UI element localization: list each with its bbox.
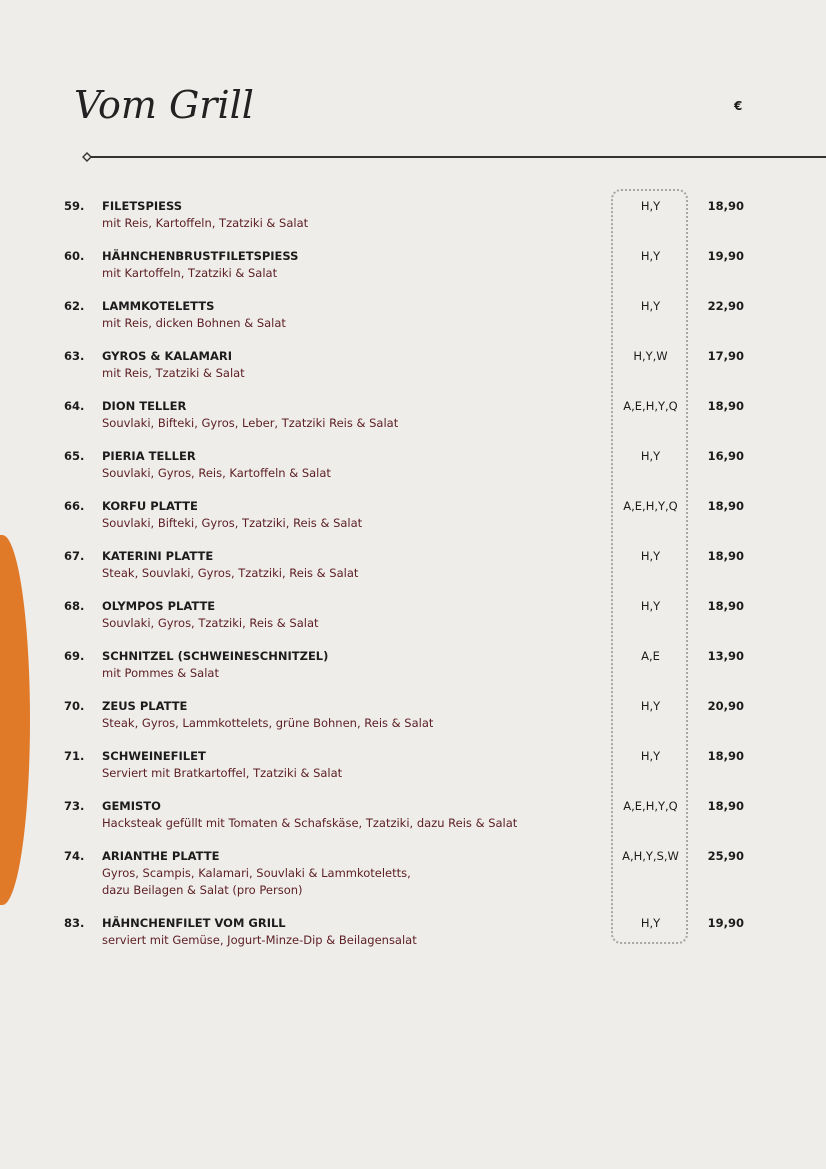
item-description: Serviert mit Bratkartoffel, Tzatziki & Salat — [102, 766, 343, 780]
item-description: mit Kartoffeln, Tzatziki & Salat — [102, 266, 278, 280]
menu-item — [0, 299, 826, 343]
menu-item — [0, 249, 826, 293]
menu-item — [0, 916, 826, 960]
item-number: 73. — [64, 799, 85, 813]
item-name: HÄHNCHENFILET VOM GRILL — [102, 916, 286, 930]
menu-item — [0, 799, 826, 843]
menu-item — [0, 449, 826, 493]
item-price: 18,90 — [707, 549, 744, 563]
item-allergens: A,E,H,Y,Q — [623, 799, 678, 813]
item-name: FILETSPIESS — [102, 199, 183, 213]
item-name: ZEUS PLATTE — [102, 699, 188, 713]
item-name: KORFU PLATTE — [102, 499, 198, 513]
item-allergens: H,Y — [640, 916, 661, 930]
page-title — [70, 76, 260, 136]
item-price: 18,90 — [707, 749, 744, 763]
item-number: 63. — [64, 349, 85, 363]
item-price: 18,90 — [707, 799, 744, 813]
item-price: 19,90 — [707, 916, 744, 930]
page-title-text: Vom Grill — [74, 83, 254, 127]
item-number: 64. — [64, 399, 85, 413]
item-description: Steak, Gyros, Lammkottelets, grüne Bohnen, Reis & Salat — [102, 716, 434, 730]
menu-item — [0, 599, 826, 643]
item-description: Souvlaki, Bifteki, Gyros, Tzatziki, Reis & Salat — [102, 516, 363, 530]
menu-item — [0, 199, 826, 243]
item-price: 20,90 — [707, 699, 744, 713]
item-allergens: A,E,H,Y,Q — [623, 499, 678, 513]
item-description: Souvlaki, Gyros, Reis, Kartoffeln & Salat — [102, 466, 331, 480]
menu-item — [0, 699, 826, 743]
menu-item — [0, 749, 826, 793]
header-divider — [82, 150, 826, 164]
item-price: 18,90 — [707, 199, 744, 213]
item-allergens: H,Y — [640, 249, 661, 263]
item-allergens: H,Y — [640, 299, 661, 313]
item-allergens: H,Y — [640, 449, 661, 463]
item-name: DION TELLER — [102, 399, 187, 413]
item-description: mit Reis, Kartoffeln, Tzatziki & Salat — [102, 216, 309, 230]
item-name: GEMISTO — [102, 799, 161, 813]
item-number: 65. — [64, 449, 85, 463]
item-description: Souvlaki, Bifteki, Gyros, Leber, Tzatziki Reis & Salat — [102, 416, 399, 430]
item-price: 17,90 — [707, 349, 744, 363]
item-price: 18,90 — [707, 399, 744, 413]
currency-label: € — [734, 99, 743, 113]
item-number: 60. — [64, 249, 85, 263]
item-price: 13,90 — [707, 649, 744, 663]
item-allergens: H,Y — [640, 549, 661, 563]
item-allergens: A,E — [641, 649, 660, 663]
item-description: Gyros, Scampis, Kalamari, Souvlaki & Lammkoteletts, — [102, 866, 411, 880]
item-name: HÄHNCHENBRUSTFILETSPIESS — [102, 249, 299, 263]
item-allergens: H,Y — [640, 199, 661, 213]
item-allergens: H,Y — [640, 599, 661, 613]
item-name: OLYMPOS PLATTE — [102, 599, 216, 613]
item-name: SCHNITZEL (SCHWEINESCHNITZEL) — [102, 649, 329, 663]
item-number: 68. — [64, 599, 85, 613]
item-number: 62. — [64, 299, 85, 313]
item-price: 22,90 — [707, 299, 744, 313]
item-number: 67. — [64, 549, 85, 563]
menu-item — [0, 549, 826, 593]
item-name: LAMMKOTELETTS — [102, 299, 215, 313]
item-number: 59. — [64, 199, 85, 213]
item-price: 25,90 — [707, 849, 744, 863]
item-description: serviert mit Gemüse, Jogurt-Minze-Dip & Beilagensalat — [102, 933, 417, 947]
item-description: mit Pommes & Salat — [102, 666, 219, 680]
item-name: PIERIA TELLER — [102, 449, 196, 463]
item-name: ARIANTHE PLATTE — [102, 849, 220, 863]
item-price: 16,90 — [707, 449, 744, 463]
item-description-line-2: dazu Beilagen & Salat (pro Person) — [102, 883, 303, 897]
menu-item — [0, 499, 826, 543]
menu-item — [0, 849, 826, 901]
item-description: Hacksteak gefüllt mit Tomaten & Schafskäse, Tzatziki, dazu Reis & Salat — [102, 816, 518, 830]
item-allergens: H,Y,W — [633, 349, 668, 363]
item-description: Souvlaki, Gyros, Tzatziki, Reis & Salat — [102, 616, 319, 630]
item-allergens: H,Y — [640, 699, 661, 713]
item-name: KATERINI PLATTE — [102, 549, 214, 563]
item-price: 18,90 — [707, 499, 744, 513]
item-number: 83. — [64, 916, 85, 930]
item-description: mit Reis, dicken Bohnen & Salat — [102, 316, 286, 330]
item-number: 70. — [64, 699, 85, 713]
item-number: 69. — [64, 649, 85, 663]
item-allergens: A,H,Y,S,W — [622, 849, 679, 863]
item-number: 74. — [64, 849, 85, 863]
item-price: 19,90 — [707, 249, 744, 263]
item-price: 18,90 — [707, 599, 744, 613]
menu-item — [0, 399, 826, 443]
menu-item — [0, 349, 826, 393]
item-number: 71. — [64, 749, 85, 763]
item-description: Steak, Souvlaki, Gyros, Tzatziki, Reis & Salat — [102, 566, 359, 580]
menu-item — [0, 649, 826, 693]
item-allergens: H,Y — [640, 749, 661, 763]
item-name: GYROS & KALAMARI — [102, 349, 232, 363]
item-name: SCHWEINEFILET — [102, 749, 206, 763]
item-number: 66. — [64, 499, 85, 513]
item-allergens: A,E,H,Y,Q — [623, 399, 678, 413]
item-description: mit Reis, Tzatziki & Salat — [102, 366, 245, 380]
